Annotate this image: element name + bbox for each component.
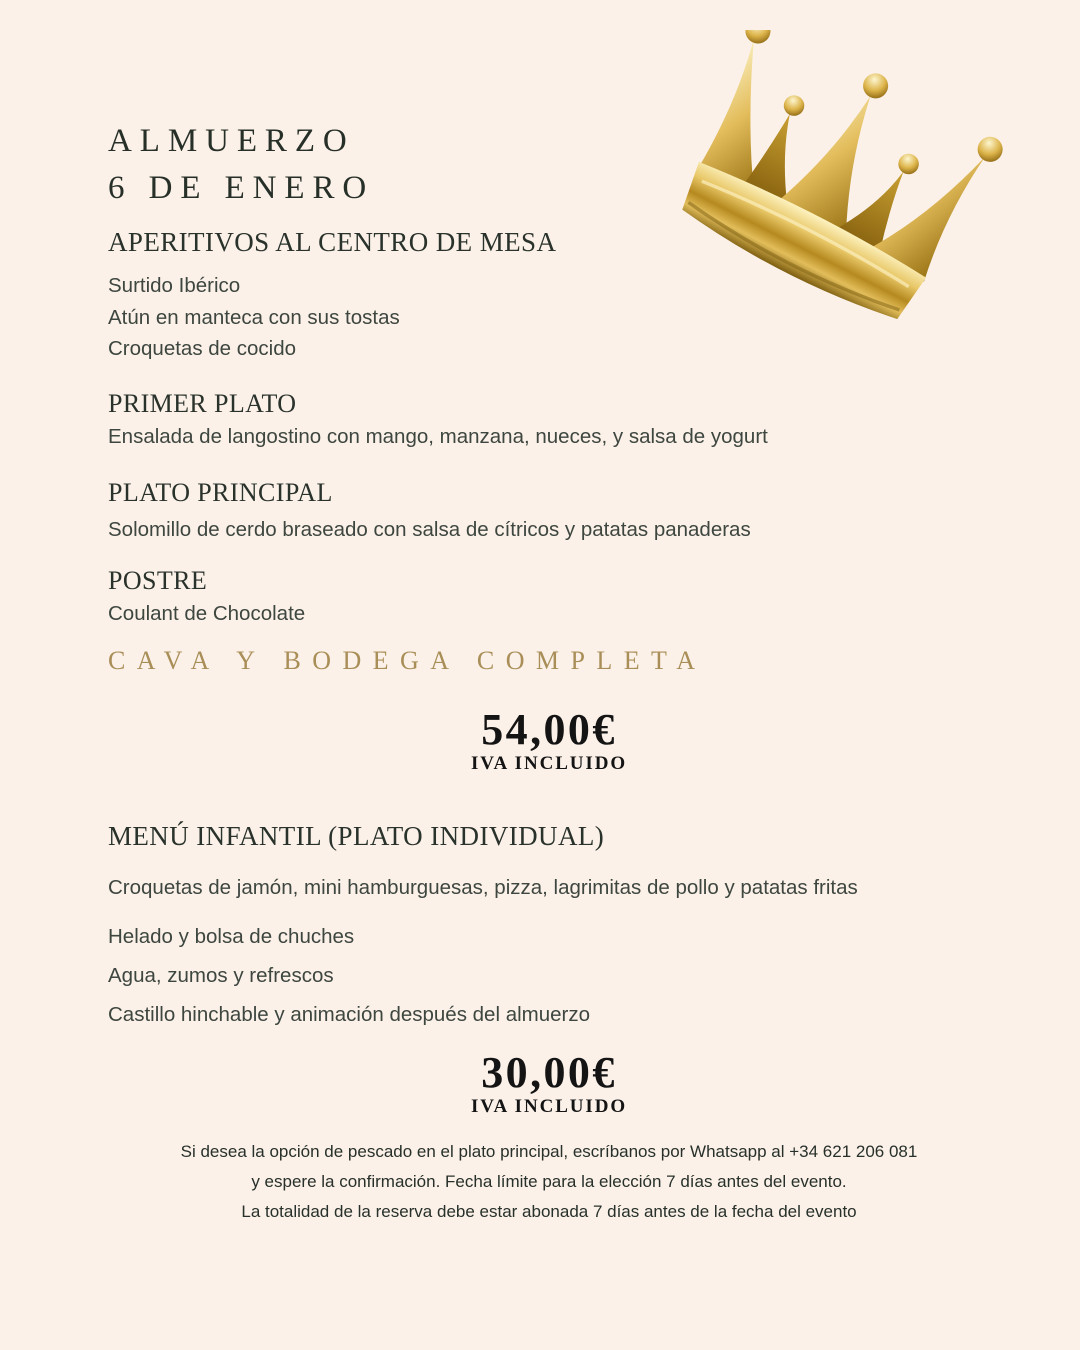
aperitivos-items xyxy=(108,270,990,365)
section-heading-plato-principal: PLATO PRINCIPAL xyxy=(108,478,333,507)
adult-price-tax-note: IVA INCLUIDO xyxy=(470,753,627,774)
menu-item: Agua, zumos y refrescos xyxy=(108,963,334,987)
menu-content xyxy=(108,118,990,1227)
kids-price-block xyxy=(108,1048,990,1118)
title-line-1: ALMUERZO xyxy=(108,123,355,159)
footer-line-1: Si desea la opción de pescado en el plato principal, escríbanos por Whatsapp al +34 621 206 081 xyxy=(180,1142,918,1161)
kids-menu-items xyxy=(108,921,990,1031)
section-heading-postre: POSTRE xyxy=(108,565,208,595)
menu-item: Helado y bolsa de chuches xyxy=(108,924,355,948)
plato-principal-description: Solomillo de cerdo braseado con salsa de cítricos y patatas panaderas xyxy=(108,518,751,541)
postre-description: Coulant de Chocolate xyxy=(108,601,306,625)
menu-item: Castillo hinchable y animación después del almuerzo xyxy=(108,1002,591,1026)
bodega-note: CAVA Y BODEGA COMPLETA xyxy=(108,646,707,675)
adult-price-block xyxy=(108,705,990,775)
menu-item: Surtido Ibérico xyxy=(108,274,241,297)
primer-plato-description: Ensalada de langostino con mango, manzana, nueces, y salsa de yogurt xyxy=(108,424,768,448)
menu-item: Croquetas de cocido xyxy=(108,337,297,360)
footer-line-2: y espere la confirmación. Fecha límite para la elección 7 días antes del evento. xyxy=(251,1172,847,1191)
kids-price-tax-note: IVA INCLUIDO xyxy=(470,1096,627,1117)
footer-line-3: La totalidad de la reserva debe estar abonada 7 días antes de la fecha del evento xyxy=(241,1202,857,1221)
adult-price-amount: 54,00€ xyxy=(481,705,617,754)
menu-item: Atún en manteca con sus tostas xyxy=(108,305,400,329)
section-heading-menu-infantil: MENÚ INFANTIL (PLATO INDIVIDUAL) xyxy=(108,821,605,851)
section-heading-aperitivos: APERITIVOS AL CENTRO DE MESA xyxy=(108,227,557,257)
page-title xyxy=(108,118,990,212)
section-heading-primer-plato: PRIMER PLATO xyxy=(108,388,297,418)
footer-notes xyxy=(108,1137,990,1227)
kids-menu-description: Croquetas de jamón, mini hamburguesas, pizza, lagrimitas de pollo y patatas fritas xyxy=(108,876,858,899)
kids-price-amount: 30,00€ xyxy=(481,1048,617,1097)
title-line-2: 6 DE ENERO xyxy=(108,170,375,206)
